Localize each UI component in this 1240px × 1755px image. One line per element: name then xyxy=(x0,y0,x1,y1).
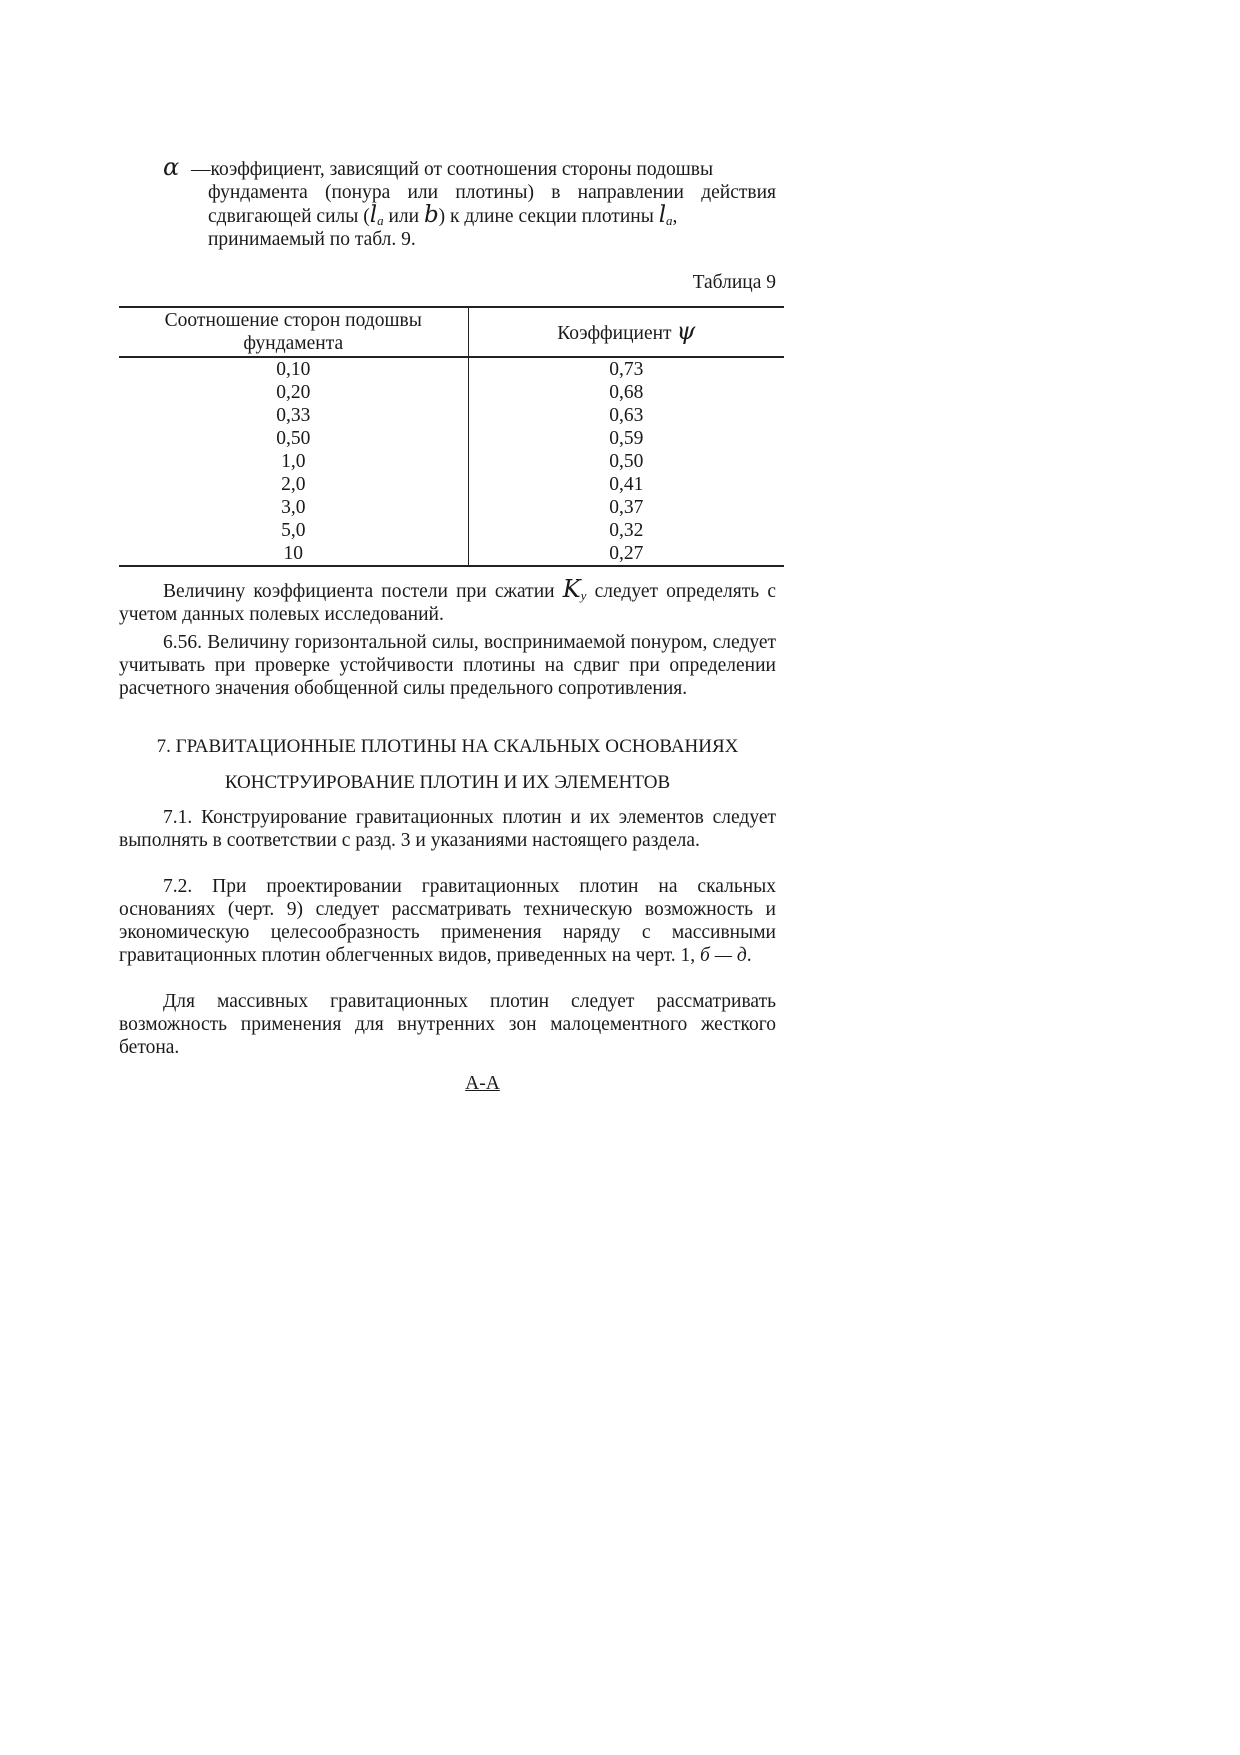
cell-coefficient: 0,59 xyxy=(609,428,644,449)
table-row xyxy=(119,496,784,519)
cell-coefficient: 0,37 xyxy=(609,497,644,518)
section-title: 7. ГРАВИТАЦИОННЫЕ ПЛОТИНЫ НА СКАЛЬНЫХ ОСНОВАНИЯХ xyxy=(156,736,739,757)
table-row xyxy=(119,427,784,450)
alpha-definition-line4: принимаемый по табл. 9. xyxy=(208,229,416,250)
cell-ratio: 0,33 xyxy=(119,404,468,427)
cell-coefficient: 0,41 xyxy=(609,474,644,495)
alpha-definition-line3 xyxy=(208,204,776,228)
alpha-definition xyxy=(163,155,776,251)
cell-ratio: 1,0 xyxy=(119,450,468,473)
line3-part-a: сдвигающей силы ($l_a$ или b) к длине секции плотины $l_a$, xyxy=(208,202,678,228)
paragraph-massive-dams: Для массивных гравитационных плотин следует рассматривать возможность применения для внутренних зон малоцементного жесткого бетона. xyxy=(119,991,776,1058)
header-coefficient: Коэффициент ψ xyxy=(468,307,784,357)
paragraph-6-56: 6.56. Величину горизонтальной силы, воспринимаемой понуром, следует учитывать при проверке устойчивости плотины на сдвиг при определении расчетного значения обобщенной силы предельного сопротивления. xyxy=(119,632,776,699)
table-body xyxy=(119,357,784,566)
cell-coefficient: 0,50 xyxy=(609,451,644,472)
alpha-definition-body xyxy=(208,181,776,251)
table-row xyxy=(119,473,784,496)
coefficient-table xyxy=(119,306,784,567)
cell-ratio: 0,20 xyxy=(119,381,468,404)
table-row xyxy=(119,450,784,473)
cell-ratio: 10 xyxy=(119,542,468,566)
table-row xyxy=(119,519,784,542)
table-header-row xyxy=(119,307,784,357)
alpha-symbol: α xyxy=(163,153,180,181)
paragraph-7-2: 7.2. При проектировании гравитационных плотин на скальных основаниях (черт. 9) следует рассматривать техническую возможность и экономическую целесообразность применения наряду с массивными гравитационных плотин облегченных видов, приведенных на черт. 1, б — д. xyxy=(119,876,776,966)
table-row xyxy=(119,542,784,566)
alpha-definition-line2: фундамента (понура или плотины) в направлении действия xyxy=(208,182,776,203)
cell-ratio: 3,0 xyxy=(119,496,468,519)
cell-coefficient: 0,27 xyxy=(468,542,784,566)
header-ratio: Соотношение сторон подошвы фундамента xyxy=(119,307,468,357)
cell-ratio: 0,50 xyxy=(119,427,468,450)
table-row xyxy=(119,381,784,404)
alpha-definition-line1: —коэффициент, зависящий от соотношения стороны подошвы xyxy=(191,159,714,180)
paragraph-7-1: 7.1. Конструирование гравитационных плотин и их элементов следует выполнять в соответствии с разд. 3 и указаниями настоящего раздела. xyxy=(119,807,776,851)
italic-tail: б — д xyxy=(700,945,747,966)
table-row xyxy=(119,404,784,427)
cell-ratio: 5,0 xyxy=(119,519,468,542)
cell-coefficient: 0,63 xyxy=(609,405,644,426)
subsection-title: КОНСТРУИРОВАНИЕ ПЛОТИН И ИХ ЭЛЕМЕНТОВ xyxy=(224,772,671,793)
cell-coefficient: 0,68 xyxy=(609,382,644,403)
cell-coefficient: 0,73 xyxy=(609,359,644,380)
psi-symbol: ψ xyxy=(676,316,696,345)
figure-section-label: А-А xyxy=(465,1073,500,1094)
table-caption: Таблица 9 xyxy=(692,272,776,293)
cell-ratio: 0,10 xyxy=(119,357,468,381)
table-row xyxy=(119,357,784,381)
paragraph-ky: Величину коэффициента постели при сжатии $K_y$ следует определять с учетом данных полевых исследований. xyxy=(119,575,776,625)
cell-ratio: 2,0 xyxy=(119,473,468,496)
cell-coefficient: 0,32 xyxy=(609,520,644,541)
